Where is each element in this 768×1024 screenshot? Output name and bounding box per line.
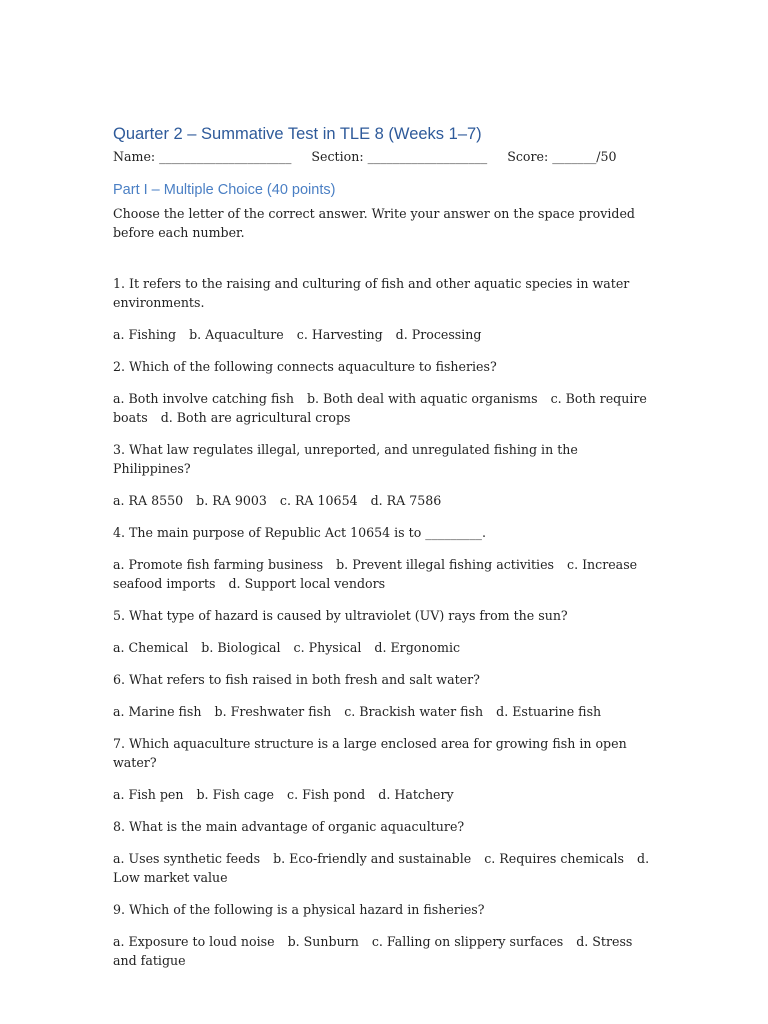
choice-4d: d. Support local vendors [228, 576, 386, 591]
choice-1a: a. Fishing [113, 327, 177, 342]
choice-6a: a. Marine fish [113, 704, 202, 719]
choice-9c: c. Falling on slippery surfaces [371, 934, 564, 949]
question-9: 9. Which of the following is a physical hazard in fisheries? [113, 902, 485, 917]
choice-5d: d. Ergonomic [374, 640, 461, 655]
choices-3 [113, 491, 658, 510]
choice-3a: a. RA 8550 [113, 493, 184, 508]
choice-2a: a. Both involve catching fish [113, 391, 294, 406]
document-page [113, 0, 673, 1024]
choice-5b: b. Biological [201, 640, 281, 655]
choice-8d: d. Low market value [113, 851, 650, 885]
choice-3c: c. RA 10654 [279, 493, 358, 508]
question-4: 4. The main purpose of Republic Act 10654 is to _________. [113, 525, 486, 540]
choice-6d: d. Estuarine fish [496, 704, 602, 719]
choices-9 [113, 932, 658, 970]
choice-2c: c. Both require boats [113, 391, 647, 425]
choices-2 [113, 389, 658, 427]
choices-7 [113, 785, 658, 804]
choice-1d: d. Processing [395, 327, 482, 342]
question-8: 8. What is the main advantage of organic aquaculture? [113, 819, 465, 834]
choice-8b: b. Eco-friendly and sustainable [273, 851, 472, 866]
choice-4a: a. Promote fish farming business [113, 557, 324, 572]
choice-7b: b. Fish cage [196, 787, 274, 802]
choice-6c: c. Brackish water fish [344, 704, 484, 719]
question-6: 6. What refers to fish raised in both fresh and salt water? [113, 672, 480, 687]
choice-5a: a. Chemical [113, 640, 189, 655]
choices-5 [113, 638, 658, 657]
choice-8a: a. Uses synthetic feeds [113, 851, 261, 866]
choice-5c: c. Physical [293, 640, 362, 655]
choice-9d: d. Stress and fatigue [113, 934, 633, 968]
question-5: 5. What type of hazard is caused by ultraviolet (UV) rays from the sun? [113, 608, 568, 623]
choice-7a: a. Fish pen [113, 787, 184, 802]
document-title: Quarter 2 – Summative Test in TLE 8 (Weeks 1–7) [113, 125, 482, 143]
choice-9a: a. Exposure to loud noise [113, 934, 275, 949]
choice-8c: c. Requires chemicals [484, 851, 624, 866]
question-2: 2. Which of the following connects aquaculture to fisheries? [113, 359, 497, 374]
choice-1b: b. Aquaculture [189, 327, 284, 342]
choice-7c: c. Fish pond [287, 787, 366, 802]
choices-1 [113, 325, 658, 344]
choice-6b: b. Freshwater fish [214, 704, 332, 719]
questions-list [113, 274, 658, 983]
question-3: 3. What law regulates illegal, unreported, and unregulated fishing in the Philippines? [113, 442, 578, 476]
choice-2d: d. Both are agricultural crops [160, 410, 351, 425]
choice-4c: c. Increase seafood imports [113, 557, 638, 591]
choices-6 [113, 702, 658, 721]
question-1: 1. It refers to the raising and culturing of fish and other aquatic species in water environments. [113, 276, 630, 310]
choice-3d: d. RA 7586 [370, 493, 442, 508]
student-info-line: Name: _____________________ Section: ___________________ Score: _______/50 [113, 149, 617, 164]
part-1-heading: Part I – Multiple Choice (40 points) [113, 182, 336, 198]
choice-3b: b. RA 9003 [196, 493, 267, 508]
instructions-text: Choose the letter of the correct answer. Write your answer on the space provided before each number. [113, 206, 635, 240]
choice-9b: b. Sunburn [287, 934, 359, 949]
choices-4 [113, 555, 658, 593]
question-7: 7. Which aquaculture structure is a large enclosed area for growing fish in open water? [113, 736, 627, 770]
choice-7d: d. Hatchery [378, 787, 454, 802]
choices-8 [113, 849, 658, 887]
choice-4b: b. Prevent illegal fishing activities [336, 557, 554, 572]
choice-1c: c. Harvesting [296, 327, 383, 342]
choice-2b: b. Both deal with aquatic organisms [306, 391, 538, 406]
